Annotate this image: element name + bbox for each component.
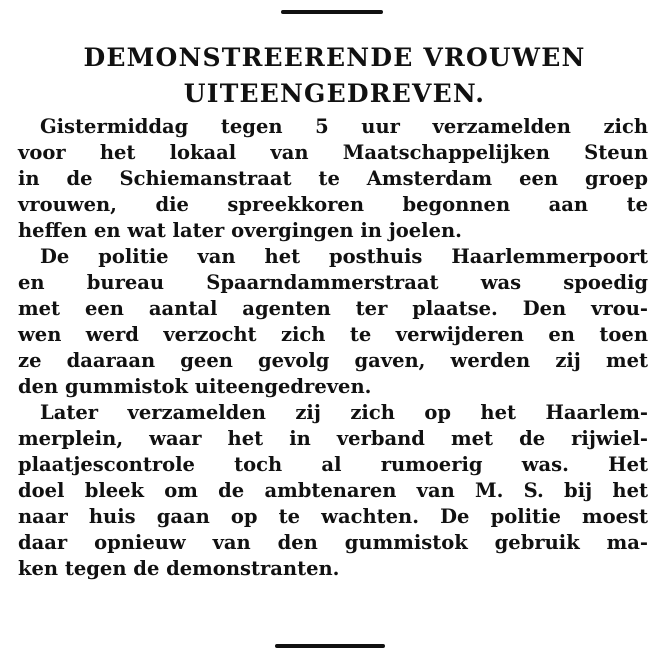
paragraph-3: [18, 400, 648, 582]
body-line: ze daaraan geen gevolg gaven, werden zij met: [18, 349, 648, 372]
body-line: Later verzamelden zij zich op het Haarlem-: [40, 401, 648, 424]
body-line: plaatjescontrole toch al rumoerig was. Het: [18, 453, 648, 476]
body-line: met een aantal agenten ter plaatse. Den vrou-: [18, 297, 648, 320]
body-line: den gummistok uiteengedreven.: [18, 375, 372, 398]
paragraph-2: [18, 244, 648, 400]
body-line: in de Schiemanstraat te Amsterdam een groep: [18, 167, 648, 190]
top-divider-rule: [281, 10, 383, 14]
body-line: naar huis gaan op te wachten. De politie moest: [18, 505, 648, 528]
bottom-divider-rule: [275, 644, 385, 648]
body-line: Gistermiddag tegen 5 uur verzamelden zich: [40, 115, 648, 138]
body-line: merplein, waar het in verband met de rijwiel-: [18, 427, 648, 450]
body-line: daar opnieuw van den gummistok gebruik ma-: [18, 531, 648, 554]
body-line: doel bleek om de ambtenaren van M. S. bij het: [18, 479, 648, 502]
body-line: vrouwen, die spreekkoren begonnen aan te: [18, 193, 648, 216]
body-line: ken tegen de demonstranten.: [18, 557, 340, 580]
headline-line-2: UITEENGEDREVEN.: [183, 79, 486, 108]
headline-line-1: DEMONSTREERENDE VROUWEN: [83, 43, 586, 72]
body-line: De politie van het posthuis Haarlemmerpoort: [40, 245, 648, 268]
article-headline: [30, 40, 639, 112]
body-line: voor het lokaal van Maatschappelijken Steun: [18, 141, 648, 164]
body-line: wen werd verzocht zich te verwijderen en toen: [18, 323, 648, 346]
body-line: en bureau Spaarndammerstraat was spoedig: [18, 271, 648, 294]
article-body: [18, 114, 648, 582]
body-line: heffen en wat later overgingen in joelen.: [18, 219, 462, 242]
paragraph-1: [18, 114, 648, 244]
